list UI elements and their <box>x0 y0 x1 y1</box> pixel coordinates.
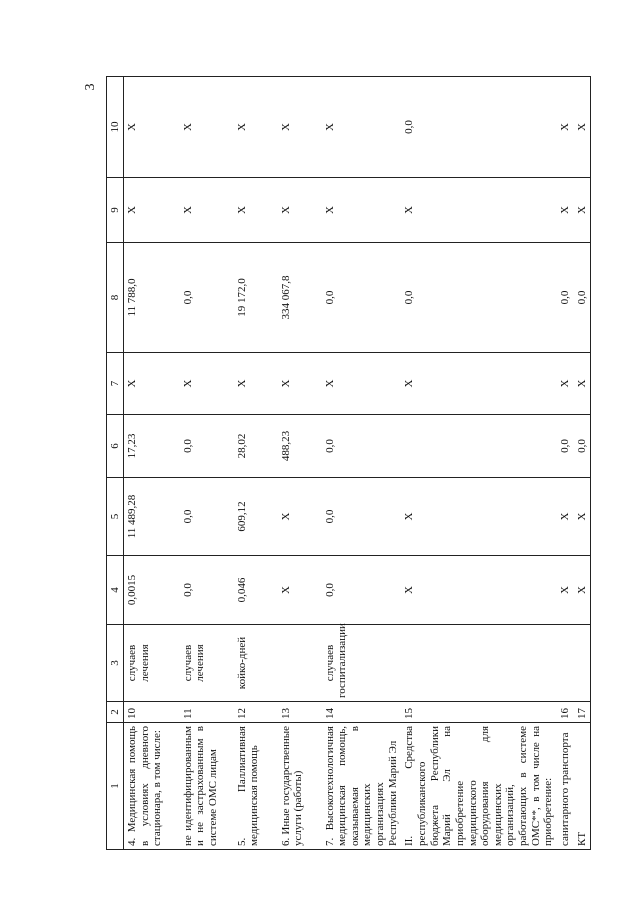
cell: X <box>574 77 591 178</box>
cell: X <box>278 77 322 178</box>
cell: X <box>180 77 234 178</box>
column-header: 3 <box>107 625 124 702</box>
column-header: 4 <box>107 556 124 625</box>
row-name: не идентифицированным и не застрахованным в системе ОМС лицам <box>180 723 234 850</box>
cell: X <box>322 77 402 178</box>
cell: 609,12 <box>234 478 278 556</box>
cell: 0,0 <box>180 556 234 625</box>
cell: X <box>574 178 591 243</box>
cell: X <box>180 353 234 415</box>
cell: 17,23 <box>124 415 180 478</box>
table-row <box>557 77 574 850</box>
cell: 11 489,28 <box>124 478 180 556</box>
row-name: 4. Медицинская помощь в условиях дневного стационара, в том числе: <box>124 723 180 850</box>
cell: X <box>278 478 322 556</box>
cell: 0,0 <box>557 415 574 478</box>
row-unit <box>401 625 557 702</box>
table-row <box>124 77 180 850</box>
column-header: 2 <box>107 702 124 723</box>
row-code: 15 <box>401 702 557 723</box>
cell: 0,0 <box>180 243 234 353</box>
page-number: 3 <box>83 83 98 91</box>
row-code: 13 <box>278 702 322 723</box>
row-code: 16 <box>557 702 574 723</box>
cell: 0,0 <box>322 243 402 353</box>
cell: 0,0 <box>401 243 557 353</box>
cell: 488,23 <box>278 415 322 478</box>
row-code: 11 <box>180 702 234 723</box>
cell: 0,0 <box>322 415 402 478</box>
cell: X <box>401 353 557 415</box>
cell: X <box>234 353 278 415</box>
cell: X <box>278 353 322 415</box>
row-unit: случаев лечения <box>180 625 234 702</box>
row-code: 17 <box>574 702 591 723</box>
row-unit: случаев лечения <box>124 625 180 702</box>
cell: X <box>401 478 557 556</box>
cell <box>401 415 557 478</box>
cell: 0,0 <box>557 243 574 353</box>
cell: X <box>574 353 591 415</box>
column-header: 10 <box>107 77 124 178</box>
row-name: 7. Высокотехнологичная медицинская помощь, оказываемая в медицинских организациях Республики Марий Эл <box>322 723 402 850</box>
cell: X <box>557 478 574 556</box>
cell: 0,0 <box>180 478 234 556</box>
cell: 0,046 <box>234 556 278 625</box>
cell: X <box>574 556 591 625</box>
cell: X <box>124 77 180 178</box>
row-name: санитарного транспорта <box>557 723 574 850</box>
cell: X <box>401 178 557 243</box>
row-name: КТ <box>574 723 591 850</box>
row-unit: койко-дней <box>234 625 278 702</box>
cell: X <box>322 353 402 415</box>
cell: 0,0 <box>322 556 402 625</box>
column-header: 8 <box>107 243 124 353</box>
row-code: 10 <box>124 702 180 723</box>
cell: X <box>278 556 322 625</box>
cell: X <box>322 178 402 243</box>
column-header: 1 <box>107 723 124 850</box>
column-header: 5 <box>107 478 124 556</box>
cell: 0,0 <box>574 243 591 353</box>
cell: X <box>557 77 574 178</box>
table-row <box>401 77 557 850</box>
cell: 28,02 <box>234 415 278 478</box>
cell: X <box>557 353 574 415</box>
cell: X <box>234 178 278 243</box>
cell: X <box>574 478 591 556</box>
row-name: II. Средства республиканского бюджета Республики Марий Эл на приобретение медицинского оборудования для медицинских организаций, работающих в системе ОМС**, в том числе на приобретение: <box>401 723 557 850</box>
cell: 0,0 <box>574 415 591 478</box>
column-header: 6 <box>107 415 124 478</box>
cell: X <box>557 556 574 625</box>
column-header: 7 <box>107 353 124 415</box>
cell: 0,0 <box>401 77 557 178</box>
rotated-table-container <box>106 77 588 850</box>
table-row <box>278 77 322 850</box>
cell: 19 172,0 <box>234 243 278 353</box>
cell: X <box>180 178 234 243</box>
cell: X <box>124 178 180 243</box>
cell: 334 067,8 <box>278 243 322 353</box>
column-number-row <box>107 77 124 850</box>
cell: 0,0 <box>322 478 402 556</box>
row-name: 6. Иные государственные услуги (работы) <box>278 723 322 850</box>
table-row <box>234 77 278 850</box>
cell: X <box>234 77 278 178</box>
row-name: 5. Паллиативная медицинская помощь <box>234 723 278 850</box>
row-code: 14 <box>322 702 402 723</box>
column-header: 9 <box>107 178 124 243</box>
table-row <box>574 77 591 850</box>
medical-care-table <box>106 76 591 850</box>
row-code: 12 <box>234 702 278 723</box>
cell: 11 788,0 <box>124 243 180 353</box>
table-row <box>322 77 402 850</box>
cell: X <box>278 178 322 243</box>
cell: X <box>557 178 574 243</box>
cell: 0,0015 <box>124 556 180 625</box>
row-unit <box>557 625 574 702</box>
cell: 0,0 <box>180 415 234 478</box>
table-row <box>180 77 234 850</box>
cell: X <box>401 556 557 625</box>
row-unit <box>278 625 322 702</box>
cell: X <box>124 353 180 415</box>
row-unit <box>574 625 591 702</box>
row-unit: случаев госпитализации <box>322 625 402 702</box>
